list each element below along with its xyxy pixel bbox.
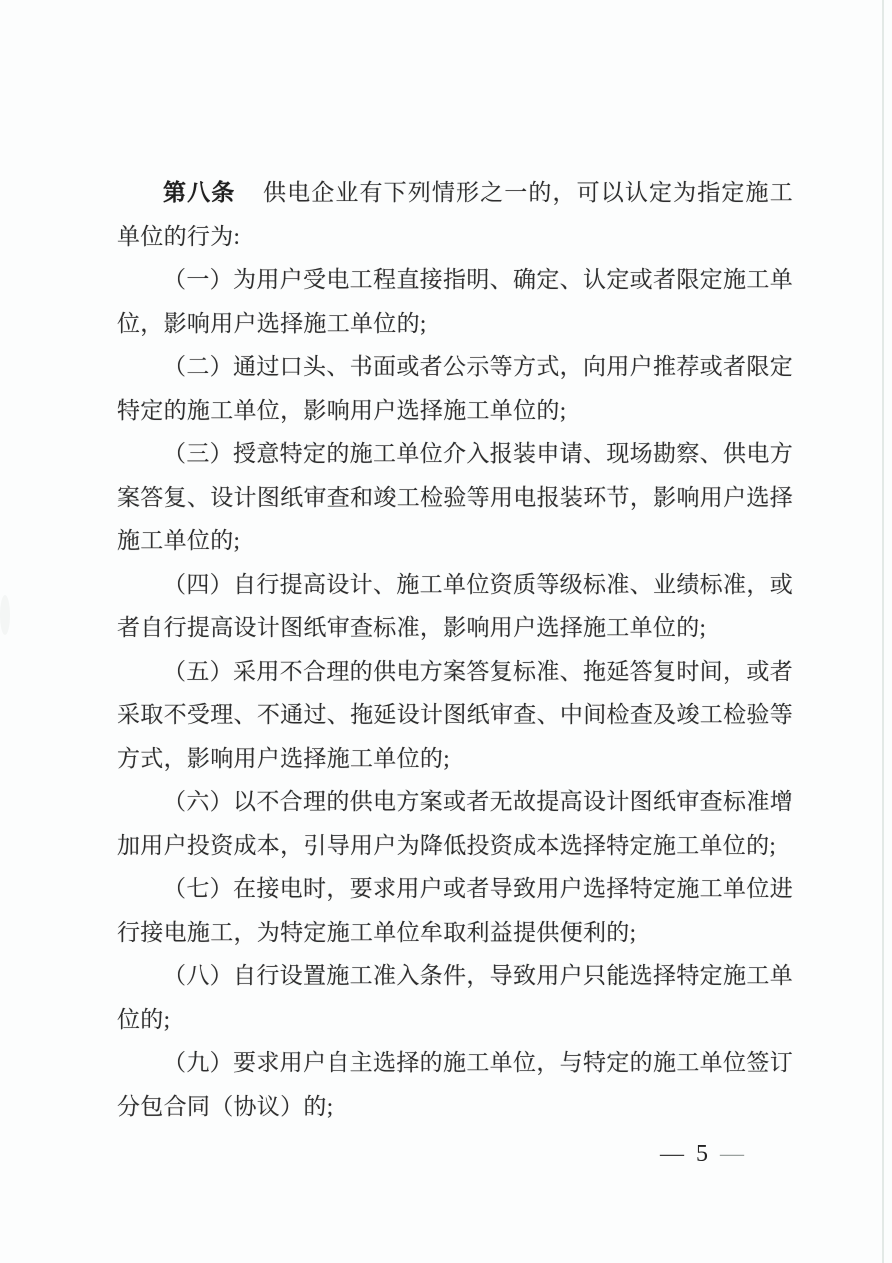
clause-item-3: （三）授意特定的施工单位介入报装申请、现场勘察、供电方案答复、设计图纸审查和竣工检验等用电报装环节，影响用户选择施工单位的; [117, 441, 793, 553]
article-intro-text: 供电企业有下列情形之一的，可以认定为指定施工单位的行为: [117, 180, 793, 249]
page-number: 5 [696, 1141, 708, 1167]
scan-artifact-smudge [0, 595, 10, 635]
footer-dash-left: — [660, 1141, 684, 1167]
page-footer [660, 1141, 744, 1168]
clause-item-4: （四）自行提高设计、施工单位资质等级标准、业绩标准，或者自行提高设计图纸审查标准，影响用户选择施工单位的; [117, 571, 793, 640]
clause-item-5: （五）采用不合理的供电方案答复标准、拖延答复时间，或者采取不受理、不通过、拖延设计图纸审查、中间检查及竣工检验等方式，影响用户选择施工单位的; [117, 658, 793, 771]
clause-item-9: （九）要求用户自主选择的施工单位，与特定的施工单位签订分包合同（协议）的; [117, 1050, 793, 1119]
clause-item-2: （二）通过口头、书面或者公示等方式，向用户推荐或者限定特定的施工单位，影响用户选择施工单位的; [117, 354, 793, 423]
article-body [117, 171, 793, 1128]
clause-item-1: （一）为用户受电工程直接指明、确定、认定或者限定施工单位，影响用户选择施工单位的; [117, 267, 793, 336]
clause-item-6: （六）以不合理的供电方案或者无故提高设计图纸审查标准增加用户投资成本，引导用户为降低投资成本选择特定施工单位的; [117, 789, 793, 858]
clause-item-8: （八）自行设置施工准入条件，导致用户只能选择特定施工单位的; [117, 963, 793, 1032]
footer-dash-right: — [720, 1141, 744, 1167]
article-number: 第八条 [163, 180, 236, 205]
clause-item-7: （七）在接电时，要求用户或者导致用户选择特定施工单位进行接电施工，为特定施工单位牟取利益提供便利的; [117, 876, 793, 945]
article-heading-paragraph [117, 171, 793, 258]
scan-artifact-line [882, 0, 884, 1263]
